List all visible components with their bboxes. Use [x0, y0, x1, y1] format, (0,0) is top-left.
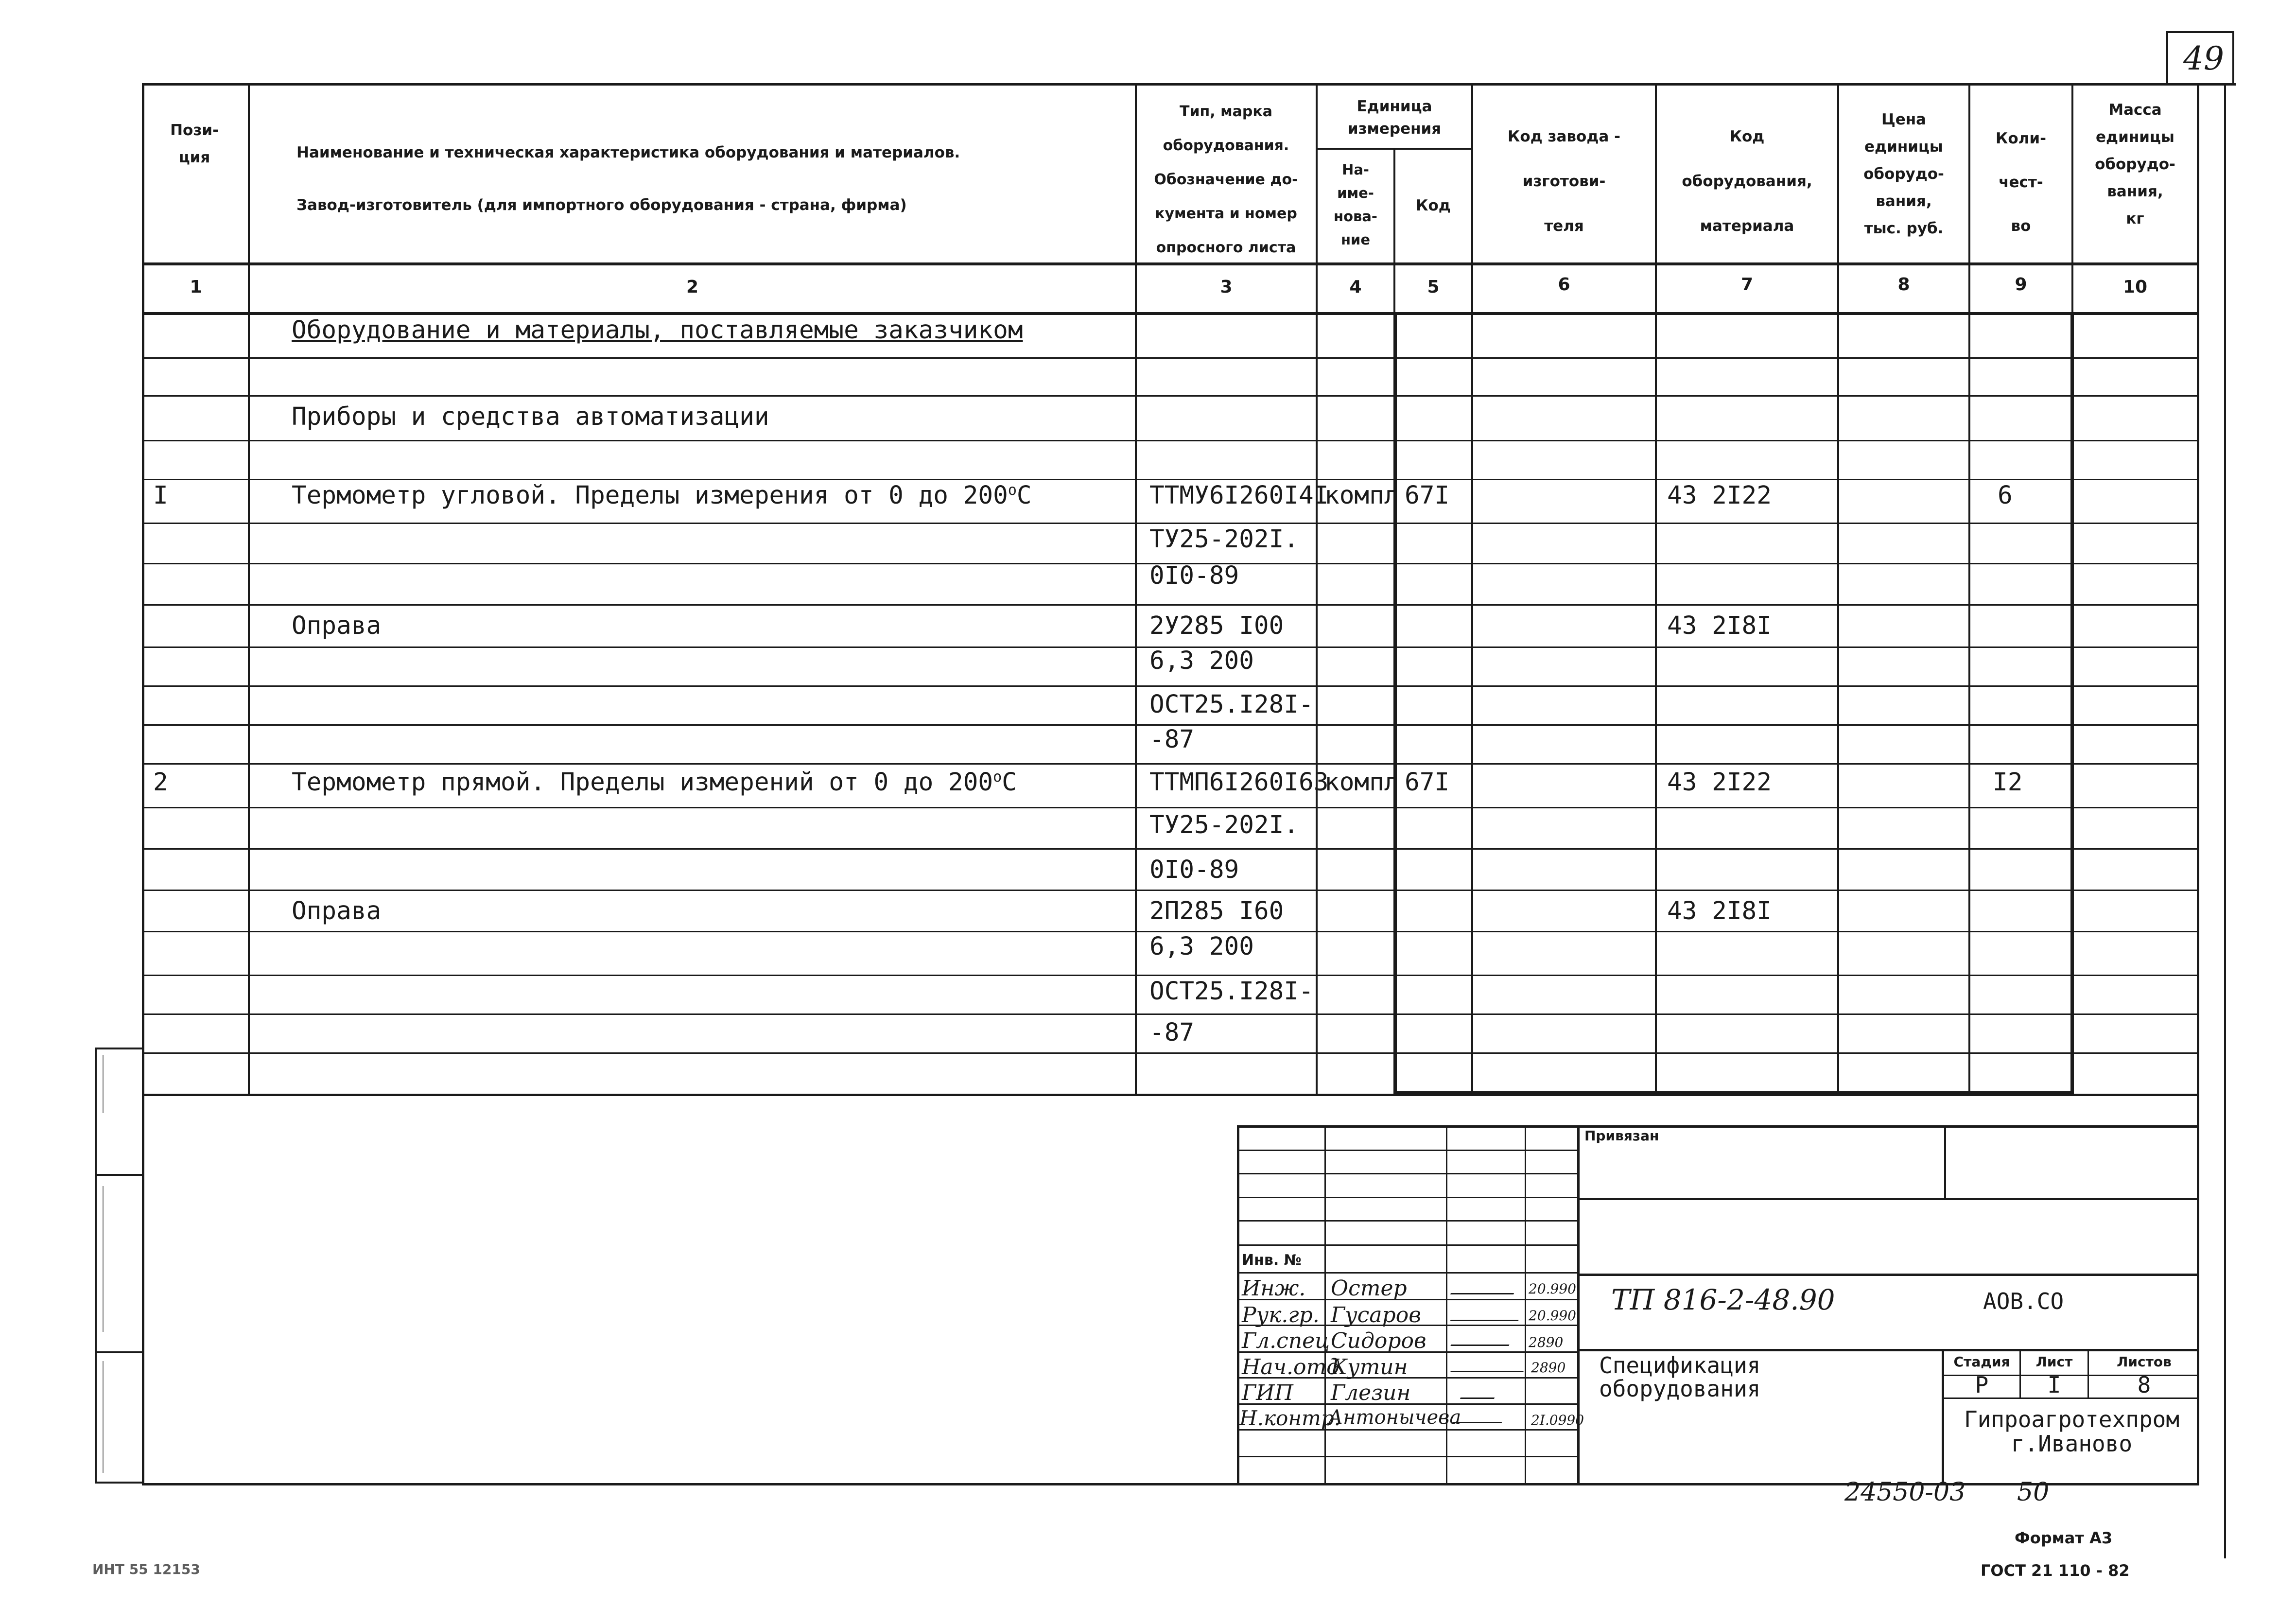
row-quantity: I2 — [1993, 768, 2023, 797]
row-material-code: 43 2I22 — [1667, 481, 1772, 510]
staff-date: 20.990 — [1529, 1281, 1576, 1297]
col-header-unit-group: Единица измерения — [1347, 98, 1442, 138]
bound-label: Привязан — [1584, 1128, 1659, 1144]
staff-name: Глезин — [1331, 1380, 1411, 1405]
corner-mark: ИНТ 55 12153 — [92, 1561, 200, 1577]
staff-date: 2890 — [1531, 1360, 1566, 1376]
inv-number-label: Инв. № — [1242, 1252, 1302, 1269]
staff-date: 2890 — [1529, 1334, 1564, 1350]
staff-name: Гусаров — [1331, 1303, 1421, 1328]
col-number-1: 1 — [190, 277, 202, 297]
gost-label: ГОСТ 21 110 - 82 — [1981, 1561, 2130, 1580]
sheets-label: Листов — [2117, 1354, 2172, 1370]
page-ref: 50 — [2017, 1478, 2050, 1507]
sheet-value: I — [2047, 1372, 2061, 1398]
col-header-mass: Масса единицы оборудо- вания, кг — [2095, 101, 2175, 227]
staff-role: Гл.спец — [1242, 1328, 1330, 1353]
signature — [1453, 1408, 1507, 1423]
inventory-number: 24550-03 — [1844, 1478, 1966, 1507]
row-name: Термометр угловой. Пределы измерения от 0 до $200^оС$ — [292, 481, 1032, 510]
col-header-factory-code: Код завода - изготови- теля — [1508, 128, 1620, 235]
col-number-4: 4 — [1349, 277, 1362, 297]
staff-role: Инж. — [1242, 1276, 1306, 1301]
row-type-line: ОСТ25.I28I- — [1149, 977, 1314, 1006]
col-number-10: 10 — [2122, 277, 2148, 297]
row-material-code: 43 2I8I — [1667, 611, 1772, 640]
col-number-6: 6 — [1558, 275, 1570, 295]
row-type-line: -87 — [1149, 1018, 1195, 1047]
col-header-position: Пози- ция — [170, 122, 219, 166]
sheet-label: Лист — [2035, 1354, 2073, 1370]
staff-name: Антонычева — [1328, 1406, 1461, 1429]
row-quantity: 6 — [1998, 481, 2013, 510]
row-type-line: ОСТ25.I28I- — [1149, 690, 1314, 719]
row-material-code: 43 2I8I — [1667, 897, 1772, 926]
row-type-line: ТТМУ6I260I4I — [1149, 481, 1329, 510]
col-header-unit-name: На- име- нова- ние — [1334, 161, 1377, 248]
staff-name: Остер — [1331, 1276, 1407, 1301]
row-name: Оправа — [292, 897, 382, 926]
col-number-8: 8 — [1897, 275, 1910, 295]
col-number-5: 5 — [1427, 277, 1440, 297]
row-unit: компл — [1324, 481, 1399, 510]
row-name: Оправа — [292, 611, 382, 640]
signature — [1460, 1383, 1500, 1399]
staff-date: 2I.0990 — [1531, 1412, 1584, 1428]
row-type-line: 0I0-89 — [1149, 856, 1239, 884]
row-unit-code: 67I — [1405, 768, 1450, 797]
row-type-line: 6,3 200 — [1149, 932, 1254, 961]
stage-label: Стадия — [1953, 1354, 2010, 1370]
signature — [1450, 1331, 1514, 1346]
row-type-line: -87 — [1149, 725, 1195, 754]
signature — [1450, 1356, 1529, 1372]
col-number-3: 3 — [1220, 277, 1233, 297]
col-header-name: Наименование и техническая характеристика оборудования и материалов. Завод-изготовитель (для импортного оборудования - страна, фирма) — [296, 144, 960, 214]
sheets-value: 8 — [2137, 1372, 2151, 1398]
signature — [1450, 1304, 1525, 1321]
doc-code: АОВ.СО — [1983, 1288, 2064, 1314]
staff-role: Н.контр. — [1239, 1406, 1341, 1430]
col-header-material-code: Код оборудования, материала — [1682, 128, 1812, 235]
row-name: Термометр прямой. Пределы измерений от 0 до $200^оС$ — [292, 768, 1017, 797]
row-material-code: 43 2I22 — [1667, 768, 1772, 797]
row-unit-code: 67I — [1405, 481, 1450, 510]
section-automation-heading: Приборы и средства автоматизации — [292, 402, 769, 431]
staff-name: Сидоров — [1331, 1328, 1426, 1353]
row-type-line: 2П285 I60 — [1149, 897, 1284, 926]
row-position: I — [153, 481, 168, 510]
row-type-line: 2У285 I00 — [1149, 611, 1284, 640]
section-customer-heading: Оборудование и материалы, поставляемые заказчиком — [292, 316, 1023, 345]
row-type-line: 0I0-89 — [1149, 561, 1239, 590]
staff-role: Нач.отд — [1242, 1355, 1340, 1380]
signature — [1450, 1278, 1519, 1294]
col-header-type: Тип, марка оборудования. Обозначение до- кумента и номер опросного листа — [1154, 103, 1298, 256]
col-number-7: 7 — [1740, 275, 1754, 295]
staff-role: Рук.гр. — [1242, 1303, 1320, 1328]
row-unit: компл — [1324, 768, 1399, 797]
organization: Гипроагротехпром г.Иваново — [1964, 1406, 2180, 1457]
staff-name: Кутин — [1331, 1355, 1408, 1380]
row-type-line: ТУ25-202I. — [1149, 811, 1299, 839]
page-number: 49 — [2183, 40, 2224, 77]
row-type-line: ТУ25-202I. — [1149, 525, 1299, 554]
col-header-unit-code: Код — [1416, 197, 1451, 214]
row-type-line: ТТМП6I260I63 — [1149, 768, 1329, 797]
row-type-line: 6,3 200 — [1149, 646, 1254, 675]
col-number-2: 2 — [686, 277, 699, 297]
col-number-9: 9 — [2015, 275, 2027, 295]
format-label: Формат А3 — [2015, 1529, 2113, 1547]
staff-date: 20.990 — [1529, 1308, 1576, 1324]
stage-value: Р — [1975, 1372, 1989, 1398]
designation: ТП 816-2-48.90 — [1611, 1283, 1835, 1316]
staff-role: ГИП — [1242, 1380, 1293, 1405]
col-header-price: Цена единицы оборудо- вания, тыс. руб. — [1863, 111, 1944, 237]
doc-title: Спецификация оборудования — [1599, 1352, 1761, 1402]
row-position: 2 — [153, 768, 168, 797]
col-header-quantity: Коли- чест- во — [1996, 130, 2046, 235]
